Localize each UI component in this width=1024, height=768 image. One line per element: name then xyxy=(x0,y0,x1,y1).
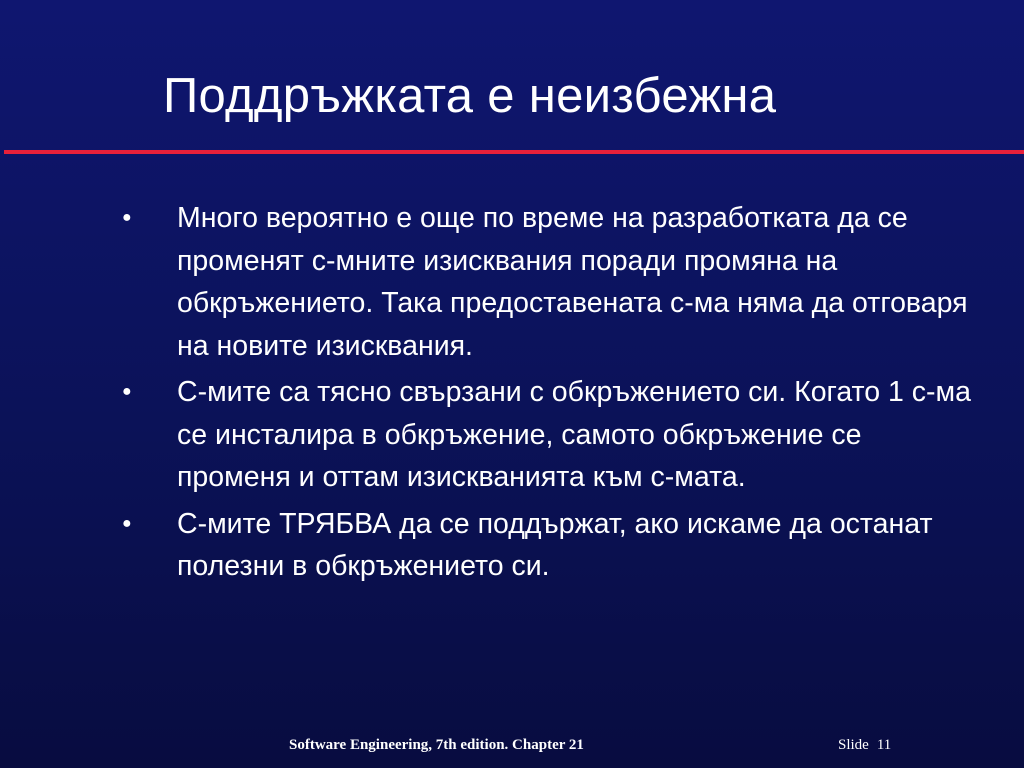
bullet-dot-icon: ● xyxy=(122,514,132,532)
slide-title: Поддръжката е неизбежна xyxy=(163,69,777,123)
bullet-list xyxy=(122,197,982,588)
slide-number: 11 xyxy=(876,737,892,753)
bullet-text: Много вероятно е още по време на разработката да се променят с-мните изисквания поради промяна на обкръжението. Така предоставената с-ма няма да отговаря на новите изисквания. xyxy=(177,202,968,362)
bullet-item xyxy=(122,503,982,588)
bullet-text: С-мите ТРЯБВА да се поддържат, ако искаме да останат полезни в обкръжението си. xyxy=(177,507,933,582)
bullet-dot-icon: ● xyxy=(122,209,132,226)
bullet-dot-icon: ● xyxy=(122,383,132,400)
bullet-text: С-мите са тясно свързани с обкръжението си. Когато 1 с-ма се инсталира в обкръжение, самото обкръжение се променя и оттам изискванията към с-мата. xyxy=(177,376,971,493)
slide-label: Slide xyxy=(838,737,869,753)
slide-number-footer xyxy=(838,737,891,754)
title-divider xyxy=(4,150,1024,154)
bullet-item xyxy=(122,197,982,367)
bullet-item xyxy=(122,371,982,499)
footer-source: Software Engineering, 7th edition. Chapter 21 xyxy=(289,737,584,753)
